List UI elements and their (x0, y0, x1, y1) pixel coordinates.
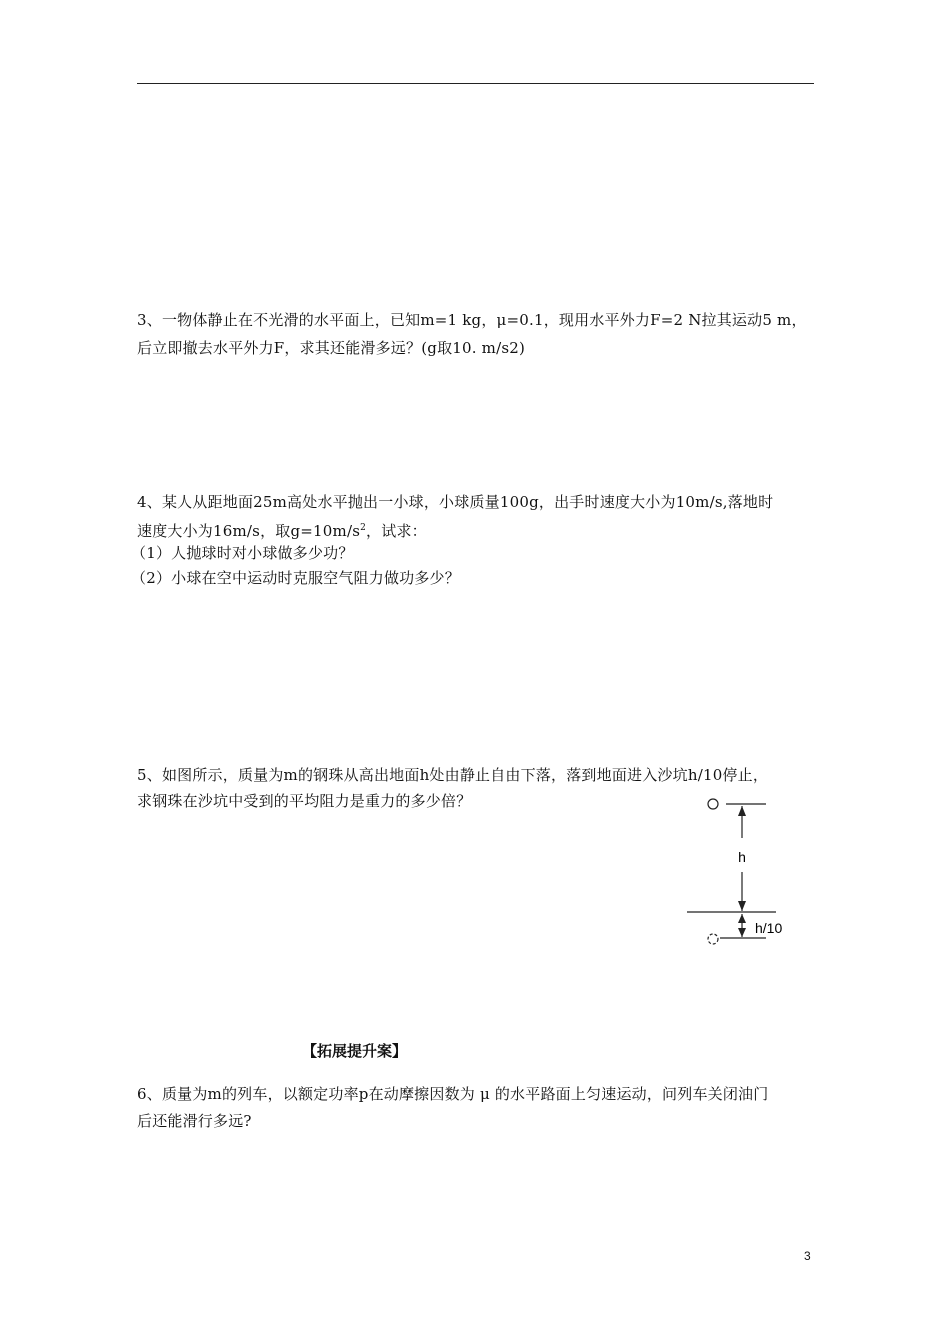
q3-line2: 后立即撤去水平外力F，求其还能滑多远？(g取10. m/s2) (137, 339, 526, 357)
q3-line1: 3、一物体静止在不光滑的水平面上，已知m=1 kg，μ=0.1，现用水平外力F=2 N拉其运动5 m， (137, 311, 807, 329)
ball-top-icon (708, 799, 718, 809)
label-h10: h/10 (755, 920, 783, 936)
h-arrow-up-head (738, 806, 746, 816)
h10-arrow-down-head (738, 928, 746, 937)
q5-line2: 求钢珠在沙坑中受到的平均阻力是重力的多少倍？ (137, 792, 472, 810)
q5-line1: 5、如图所示，质量为m的钢珠从高出地面h处由静止自由下落，落到地面进入沙坑h/10停止， (137, 766, 769, 784)
q4-line1: 4、某人从距地面25m高处水平抛出一小球，小球质量100g，出手时速度大小为10m/s,落地时 (137, 493, 774, 511)
q4-line2 (137, 516, 427, 544)
q6-line1: 6、质量为m的列车，以额定功率p在动摩擦因数为 μ 的水平路面上匀速运动，问列车关闭油门 (137, 1085, 769, 1103)
q4-line2-prefix: 速度大小为16m/s，取g=10m/s (137, 522, 361, 540)
header-rule (137, 83, 814, 84)
h-arrow-down-head (738, 901, 746, 911)
q4-sub2: （2）小球在空中运动时克服空气阻力做功多少？ (131, 569, 460, 587)
ball-bottom-icon (708, 934, 718, 944)
section-heading: 【拓展提升案】 (302, 1042, 408, 1060)
q4-superscript: 2 (360, 523, 367, 533)
page-number: 3 (804, 1249, 811, 1263)
q6-line2: 后还能滑行多远? (137, 1112, 252, 1130)
label-h: h (738, 849, 746, 865)
q4-sub1: （1）人抛球时对小球做多少功？ (131, 544, 354, 562)
q4-line2-suffix: ，试求： (366, 522, 427, 540)
q5-figure (680, 790, 800, 955)
